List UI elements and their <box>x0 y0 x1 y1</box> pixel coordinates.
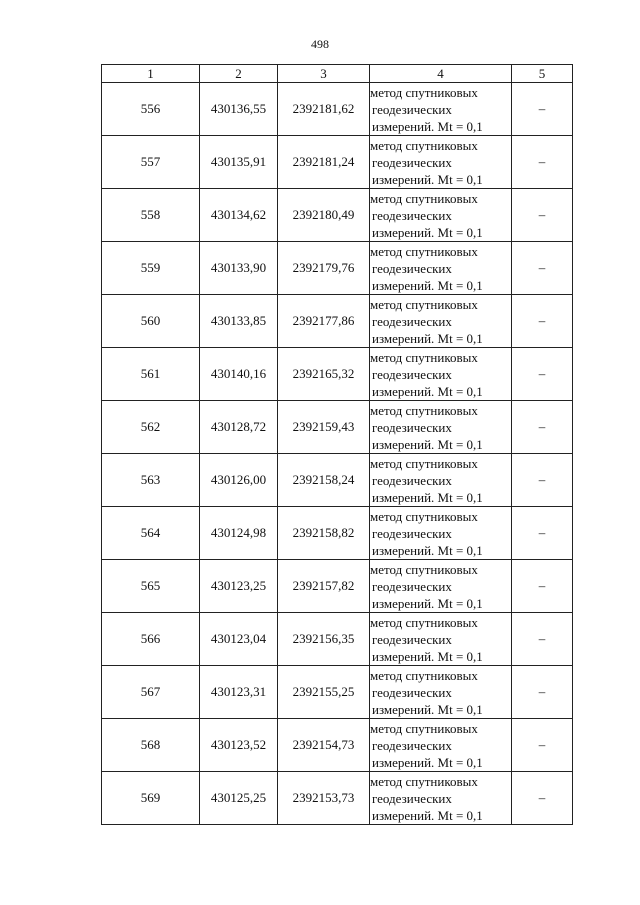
column-5-cell: – <box>512 295 573 348</box>
table-row <box>102 454 573 507</box>
table-row <box>102 772 573 825</box>
x-coordinate-cell: 430125,25 <box>200 772 278 825</box>
method-line: геодезических <box>372 525 452 541</box>
x-coordinate-cell: 430128,72 <box>200 401 278 454</box>
method-line: измерений. Mt = 0,1 <box>372 807 483 823</box>
y-coordinate-cell: 2392156,35 <box>278 613 370 666</box>
table-row <box>102 666 573 719</box>
method-line: геодезических <box>372 313 452 329</box>
method-line: геодезических <box>372 684 452 700</box>
y-coordinate-cell: 2392177,86 <box>278 295 370 348</box>
y-coordinate-cell: 2392157,82 <box>278 560 370 613</box>
method-cell <box>370 401 512 454</box>
table-body <box>102 83 573 825</box>
table-row <box>102 242 573 295</box>
method-cell <box>370 242 512 295</box>
method-line: измерений. Mt = 0,1 <box>372 542 483 558</box>
column-5-cell: – <box>512 242 573 295</box>
table-row <box>102 136 573 189</box>
x-coordinate-cell: 430140,16 <box>200 348 278 401</box>
method-line: геодезических <box>372 154 452 170</box>
method-line: геодезических <box>372 631 452 647</box>
method-line: метод спутниковых <box>370 614 478 630</box>
method-line: геодезических <box>372 260 452 276</box>
method-line: метод спутниковых <box>370 667 478 683</box>
method-line: метод спутниковых <box>370 84 478 100</box>
method-line: метод спутниковых <box>370 349 478 365</box>
table-row <box>102 401 573 454</box>
method-line: метод спутниковых <box>370 773 478 789</box>
method-cell <box>370 295 512 348</box>
point-number-cell: 566 <box>102 613 200 666</box>
y-coordinate-cell: 2392159,43 <box>278 401 370 454</box>
point-number-cell: 557 <box>102 136 200 189</box>
method-cell <box>370 189 512 242</box>
y-coordinate-cell: 2392179,76 <box>278 242 370 295</box>
x-coordinate-cell: 430123,52 <box>200 719 278 772</box>
point-number-cell: 562 <box>102 401 200 454</box>
method-line: метод спутниковых <box>370 137 478 153</box>
y-coordinate-cell: 2392154,73 <box>278 719 370 772</box>
y-coordinate-cell: 2392181,62 <box>278 83 370 136</box>
method-cell <box>370 613 512 666</box>
method-line: геодезических <box>372 790 452 806</box>
x-coordinate-cell: 430136,55 <box>200 83 278 136</box>
method-cell <box>370 83 512 136</box>
table-row <box>102 295 573 348</box>
method-line: измерений. Mt = 0,1 <box>372 277 483 293</box>
method-line: геодезических <box>372 578 452 594</box>
point-number-cell: 561 <box>102 348 200 401</box>
method-line: метод спутниковых <box>370 508 478 524</box>
method-line: геодезических <box>372 472 452 488</box>
point-number-cell: 559 <box>102 242 200 295</box>
method-line: геодезических <box>372 207 452 223</box>
method-line: метод спутниковых <box>370 190 478 206</box>
column-5-cell: – <box>512 507 573 560</box>
header-col-4: 4 <box>370 65 512 83</box>
y-coordinate-cell: 2392180,49 <box>278 189 370 242</box>
method-line: метод спутниковых <box>370 402 478 418</box>
column-5-cell: – <box>512 136 573 189</box>
method-cell <box>370 454 512 507</box>
header-col-2: 2 <box>200 65 278 83</box>
point-number-cell: 560 <box>102 295 200 348</box>
x-coordinate-cell: 430123,04 <box>200 613 278 666</box>
point-number-cell: 563 <box>102 454 200 507</box>
column-5-cell: – <box>512 613 573 666</box>
method-line: измерений. Mt = 0,1 <box>372 489 483 505</box>
method-line: геодезических <box>372 419 452 435</box>
method-line: метод спутниковых <box>370 296 478 312</box>
method-line: измерений. Mt = 0,1 <box>372 701 483 717</box>
column-5-cell: – <box>512 454 573 507</box>
header-row <box>102 65 573 83</box>
x-coordinate-cell: 430126,00 <box>200 454 278 507</box>
y-coordinate-cell: 2392158,82 <box>278 507 370 560</box>
method-line: измерений. Mt = 0,1 <box>372 595 483 611</box>
method-line: измерений. Mt = 0,1 <box>372 436 483 452</box>
column-5-cell: – <box>512 772 573 825</box>
y-coordinate-cell: 2392153,73 <box>278 772 370 825</box>
method-line: геодезических <box>372 737 452 753</box>
method-line: измерений. Mt = 0,1 <box>372 648 483 664</box>
point-number-cell: 569 <box>102 772 200 825</box>
point-number-cell: 558 <box>102 189 200 242</box>
method-cell <box>370 348 512 401</box>
method-cell <box>370 507 512 560</box>
point-number-cell: 556 <box>102 83 200 136</box>
method-cell <box>370 136 512 189</box>
point-number-cell: 565 <box>102 560 200 613</box>
table-row <box>102 560 573 613</box>
y-coordinate-cell: 2392155,25 <box>278 666 370 719</box>
column-5-cell: – <box>512 189 573 242</box>
table-header <box>102 65 573 83</box>
column-5-cell: – <box>512 560 573 613</box>
method-line: геодезических <box>372 366 452 382</box>
method-cell <box>370 666 512 719</box>
header-col-5: 5 <box>512 65 573 83</box>
table-row <box>102 719 573 772</box>
table-row <box>102 348 573 401</box>
method-cell <box>370 772 512 825</box>
y-coordinate-cell: 2392181,24 <box>278 136 370 189</box>
column-5-cell: – <box>512 666 573 719</box>
y-coordinate-cell: 2392165,32 <box>278 348 370 401</box>
page-number: 498 <box>311 37 329 51</box>
point-number-cell: 568 <box>102 719 200 772</box>
method-line: измерений. Mt = 0,1 <box>372 224 483 240</box>
table-row <box>102 613 573 666</box>
method-line: метод спутниковых <box>370 243 478 259</box>
method-line: измерений. Mt = 0,1 <box>372 330 483 346</box>
x-coordinate-cell: 430134,62 <box>200 189 278 242</box>
header-col-1: 1 <box>102 65 200 83</box>
method-line: метод спутниковых <box>370 561 478 577</box>
y-coordinate-cell: 2392158,24 <box>278 454 370 507</box>
table-row <box>102 83 573 136</box>
method-line: измерений. Mt = 0,1 <box>372 118 483 134</box>
x-coordinate-cell: 430133,90 <box>200 242 278 295</box>
method-line: измерений. Mt = 0,1 <box>372 171 483 187</box>
coordinates-table <box>101 64 573 825</box>
table-row <box>102 507 573 560</box>
method-line: измерений. Mt = 0,1 <box>372 383 483 399</box>
method-line: метод спутниковых <box>370 455 478 471</box>
point-number-cell: 564 <box>102 507 200 560</box>
x-coordinate-cell: 430124,98 <box>200 507 278 560</box>
table-row <box>102 189 573 242</box>
column-5-cell: – <box>512 719 573 772</box>
column-5-cell: – <box>512 401 573 454</box>
header-col-3: 3 <box>278 65 370 83</box>
method-line: метод спутниковых <box>370 720 478 736</box>
x-coordinate-cell: 430133,85 <box>200 295 278 348</box>
method-line: геодезических <box>372 101 452 117</box>
column-5-cell: – <box>512 83 573 136</box>
point-number-cell: 567 <box>102 666 200 719</box>
x-coordinate-cell: 430123,31 <box>200 666 278 719</box>
method-cell <box>370 560 512 613</box>
column-5-cell: – <box>512 348 573 401</box>
x-coordinate-cell: 430123,25 <box>200 560 278 613</box>
method-cell <box>370 719 512 772</box>
method-line: измерений. Mt = 0,1 <box>372 754 483 770</box>
x-coordinate-cell: 430135,91 <box>200 136 278 189</box>
